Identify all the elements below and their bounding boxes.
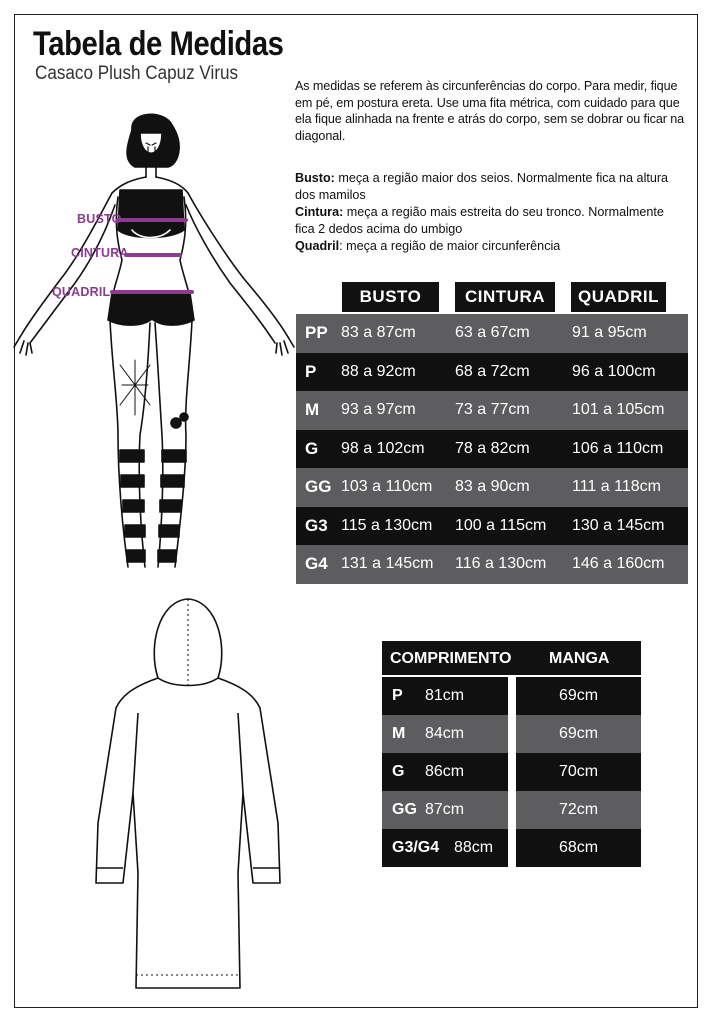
cintura-value: 73 a 77cm (455, 401, 530, 419)
quadril-value: 106 a 110cm (572, 439, 664, 457)
definition-text: meça a região mais estreita do seu tronco. Normalmente fica 2 dedos acima do umbigo (295, 205, 664, 236)
size-label: P (305, 361, 317, 381)
manga-value: 69cm (516, 715, 641, 753)
cintura-value: 78 a 82cm (455, 439, 530, 457)
size-label: G3/G4 (392, 839, 440, 856)
size-label: PP (305, 323, 328, 343)
quadril-value: 111 a 118cm (572, 478, 661, 496)
comprimento-value: 87cm (425, 801, 465, 818)
size-label: P (392, 687, 403, 704)
quadril-value: 130 a 145cm (572, 516, 665, 534)
manga-value: 70cm (516, 753, 641, 791)
definition-text: : meça a região de maior circunferência (339, 239, 561, 253)
quadril-value: 146 a 160cm (572, 555, 665, 573)
size-label: GG (305, 477, 332, 497)
manga-value: 68cm (516, 829, 641, 867)
measurement-definitions (295, 170, 685, 255)
label-quadril: QUADRIL (52, 285, 111, 299)
busto-value: 88 a 92cm (341, 362, 416, 380)
busto-value: 83 a 87cm (341, 324, 416, 342)
cintura-value: 68 a 72cm (455, 362, 530, 380)
header-comprimento: COMPRIMENTO (390, 650, 512, 667)
quadril-value: 91 a 95cm (572, 324, 647, 342)
table-row (382, 677, 508, 715)
header-quadril: QUADRIL (571, 282, 666, 312)
length-table-header (382, 641, 641, 675)
size-label: G (392, 763, 405, 780)
cintura-value: 116 a 130cm (455, 555, 547, 573)
label-busto: BUSTO (77, 212, 122, 226)
table-row (382, 791, 508, 829)
hoodie-illustration (78, 593, 298, 1013)
table-row (296, 545, 688, 584)
size-label: G3 (305, 515, 328, 535)
table-row (296, 468, 688, 507)
definition-term: Quadril (295, 239, 340, 253)
comprimento-value: 88cm (454, 839, 494, 856)
definition-quadril (295, 238, 685, 255)
quadril-value: 101 a 105cm (572, 401, 665, 419)
definition-busto (295, 170, 685, 204)
size-label: G4 (305, 554, 328, 574)
busto-value: 93 a 97cm (341, 401, 416, 419)
cintura-value: 100 a 115cm (455, 516, 547, 534)
quadril-value: 96 a 100cm (572, 362, 656, 380)
label-cintura: CINTURA (71, 246, 129, 260)
header-cintura: CINTURA (455, 282, 555, 312)
table-row (296, 430, 688, 469)
table-row (296, 391, 688, 430)
table-row (296, 507, 688, 546)
busto-value: 98 a 102cm (341, 439, 425, 457)
definition-term: Cintura: (295, 205, 344, 219)
table-row (382, 829, 508, 867)
header-busto: BUSTO (342, 282, 439, 312)
size-label: GG (392, 801, 417, 818)
busto-value: 115 a 130cm (341, 516, 433, 534)
busto-value: 131 a 145cm (341, 555, 434, 573)
product-subtitle: Casaco Plush Capuz Virus (35, 63, 239, 84)
table-row (382, 753, 508, 791)
table-row (296, 353, 688, 392)
cintura-value: 63 a 67cm (455, 324, 530, 342)
body-figure-illustration (0, 105, 300, 575)
table-row (296, 314, 688, 353)
comprimento-value: 81cm (425, 687, 465, 704)
header-manga: MANGA (549, 650, 610, 667)
page-title: Tabela de Medidas (33, 25, 284, 63)
definition-cintura (295, 204, 685, 238)
size-label: M (392, 725, 406, 742)
size-label: M (305, 400, 320, 420)
definition-term: Busto: (295, 171, 335, 185)
size-label: G (305, 438, 319, 458)
definition-text: meça a região maior dos seios. Normalmente fica na altura dos mamilos (295, 171, 669, 202)
busto-value: 103 a 110cm (341, 478, 433, 496)
cintura-value: 83 a 90cm (455, 478, 530, 496)
manga-value: 72cm (516, 791, 641, 829)
table-row (382, 715, 508, 753)
comprimento-value: 84cm (425, 725, 465, 742)
manga-value: 69cm (516, 677, 641, 715)
measuring-instructions: As medidas se referem às circunferências do corpo. Para medir, fique em pé, em postura ereta. Use uma fita métrica, com cuidado para que ela fique alinhada na frente e atrás do corpo, sem se dobrar ou ficar na diagonal. (295, 79, 685, 143)
comprimento-value: 86cm (425, 763, 465, 780)
